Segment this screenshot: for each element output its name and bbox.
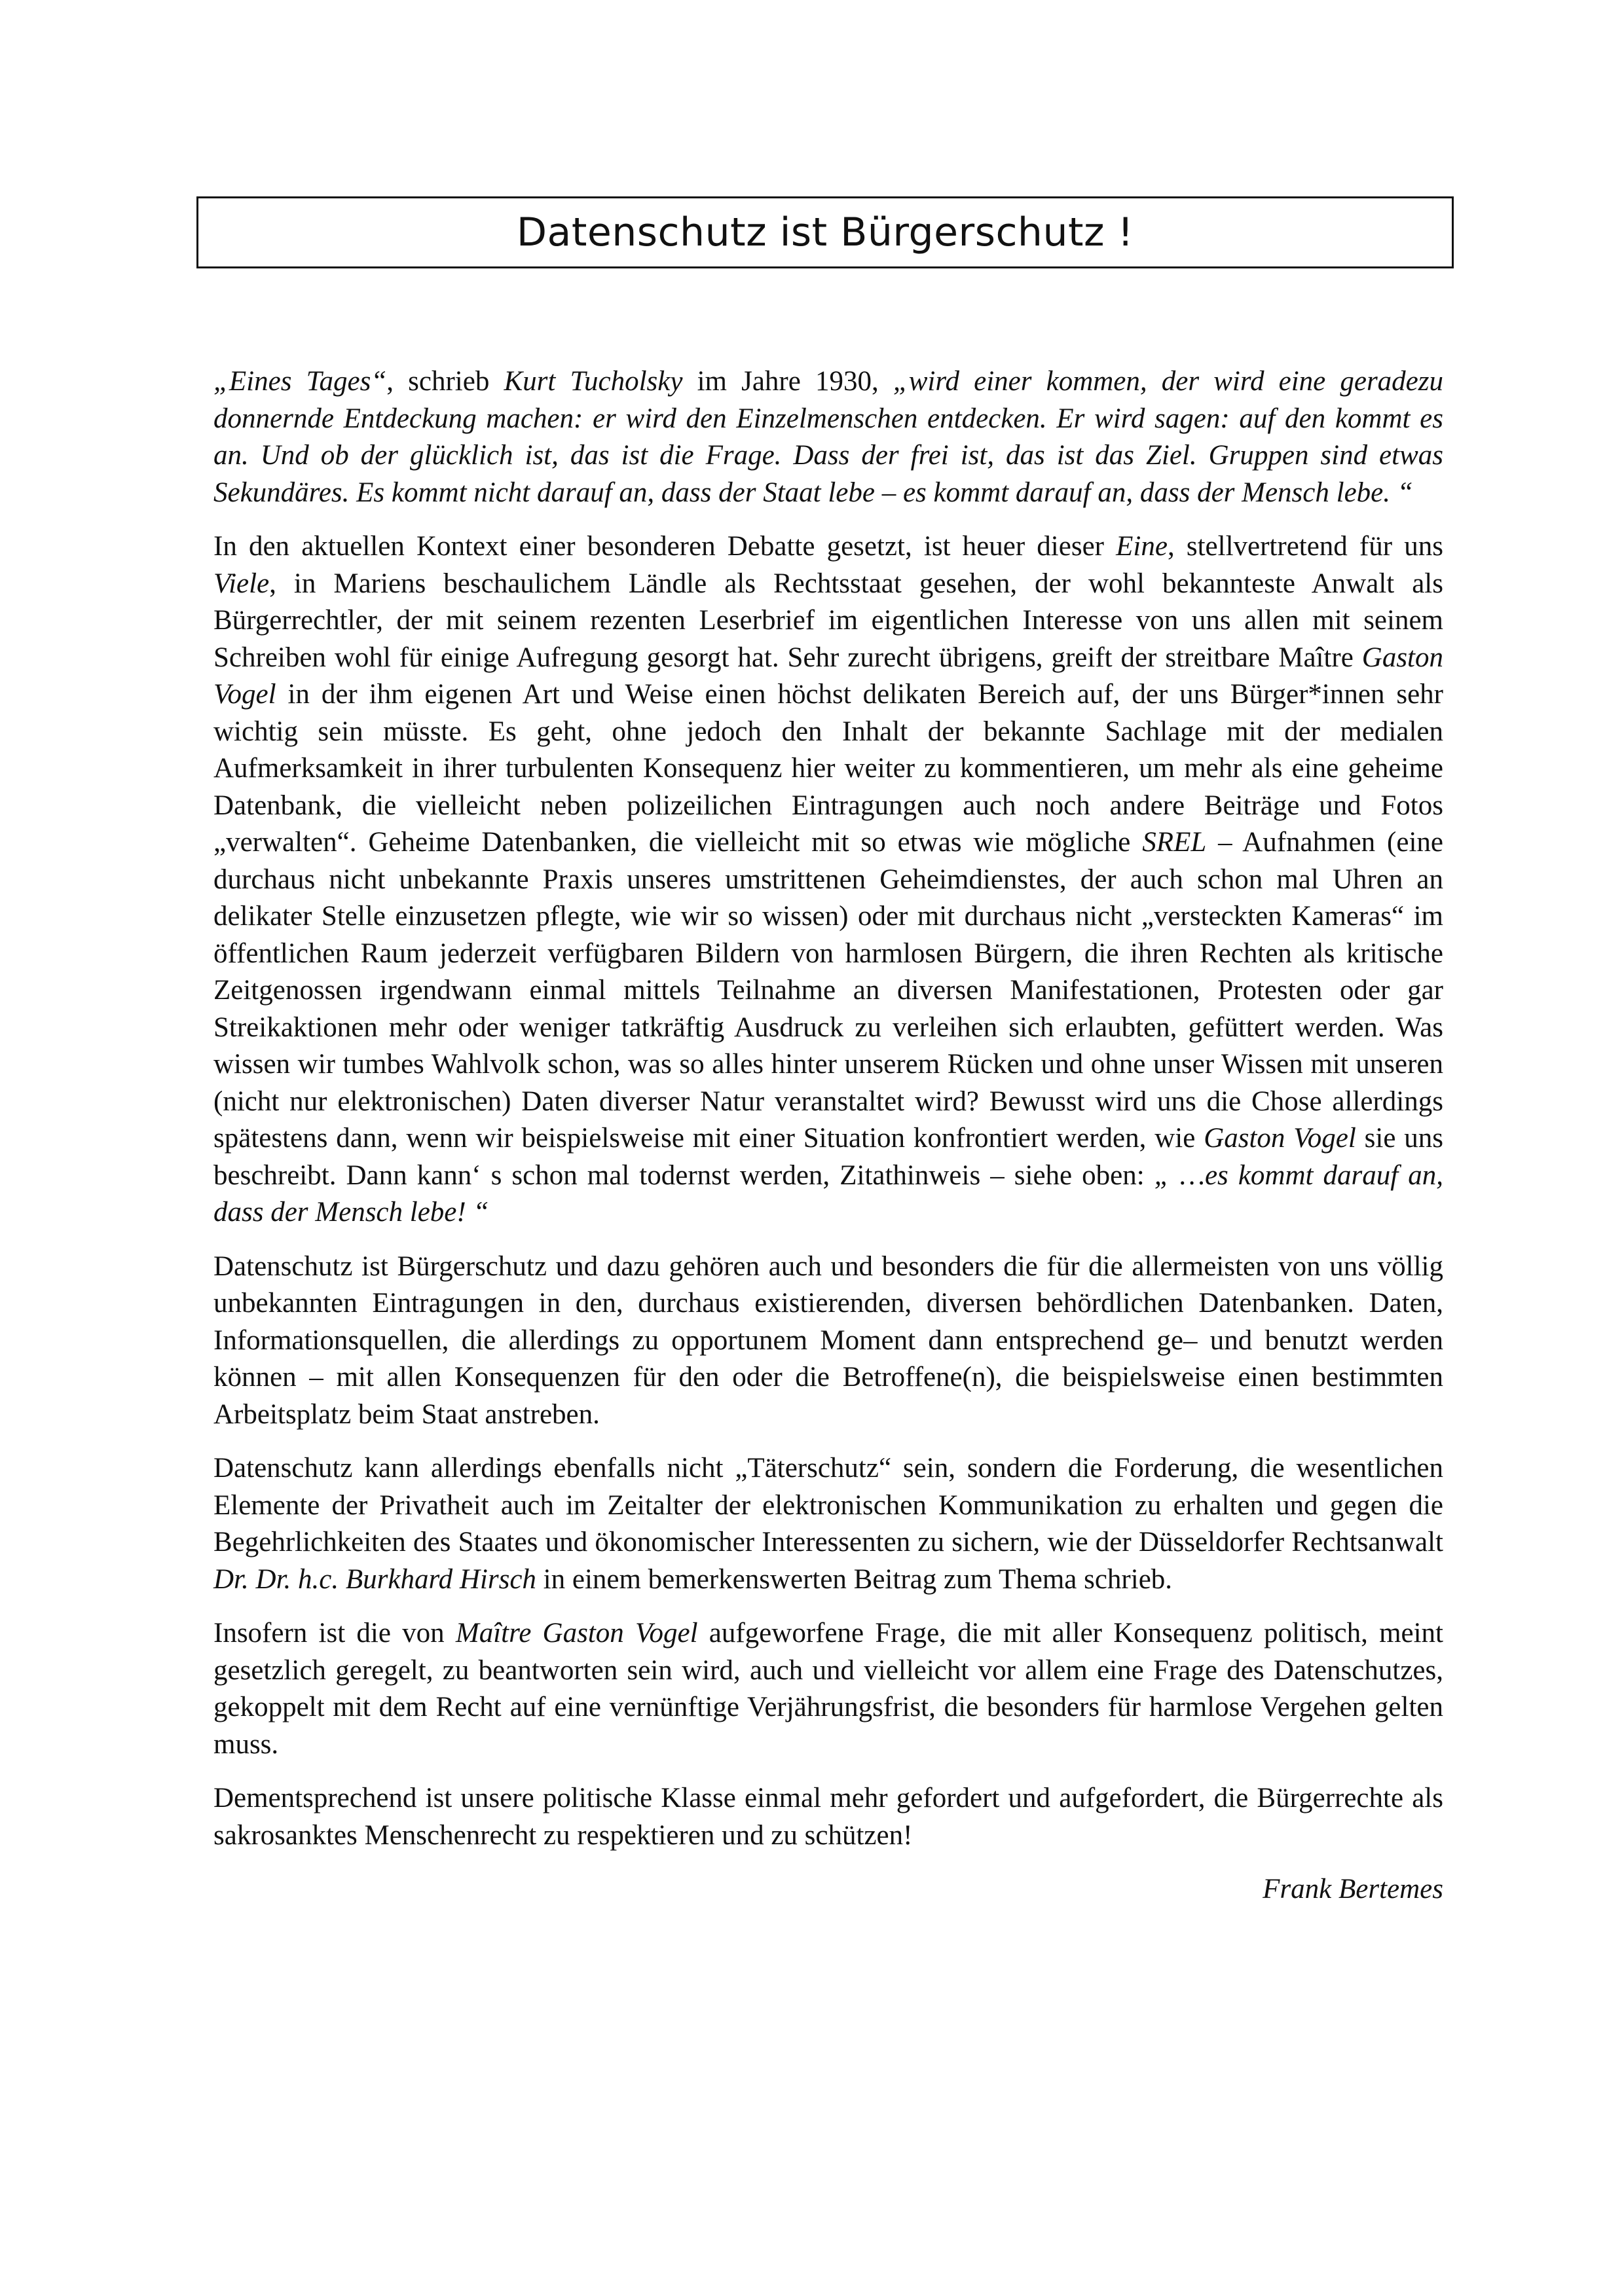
italic-text-segment: Gaston Vogel <box>1204 1123 1356 1154</box>
body-paragraph <box>213 1248 1443 1434</box>
body-paragraph <box>213 1450 1443 1598</box>
italic-text-segment: Viele <box>213 568 270 599</box>
document-title: Datenschutz ist Bürgerschutz ! <box>516 210 1134 255</box>
article-body <box>213 363 1443 1908</box>
text-segment: in der ihm eigenen Art und Weise einen höchst delikaten Bereich auf, der uns Bürger*innen sehr wichtig sein müsste. Es geht, ohne jedoch den Inhalt der bekannte Sachlage mit der medialen Aufmerksamkeit in ihrer turbulenten Konsequenz hier weiter zu kommentieren, um mehr als eine geheime Datenbank, die vielleicht neben polizeilichen Eintragungen auch noch andere Beiträge und Fotos „verwalten“. Geheime Datenbanken, die vielleicht mit so etwas wie mögliche <box>213 679 1443 858</box>
italic-text-segment: Gaston Vogel <box>213 642 1443 710</box>
text-segment: aufgeworfene Frage, die mit aller Konsequenz politisch, meint gesetzlich geregelt, zu beantworten sein wird, auch und vielleicht vor allem eine Frage des Datenschutzes, gekoppelt mit dem Recht auf eine vernünftige Verjährungsfrist, die besonders für harmlose Vergehen gelten muss. <box>213 1618 1444 1760</box>
italic-text-segment: Eine <box>1116 531 1168 562</box>
text-segment: – Aufnahmen (eine durchaus nicht unbekannte Praxis unseres umstrittenen Geheimdienstes, der auch schon mal Uhren an delikater Stelle einzusetzen pflegte, wie wir so wissen) oder mit durchaus nicht „versteckten Kameras“ im öffentlichen Raum jederzeit verfügbaren Bildern von harmlosen Bürgern, die ihren Rechten als kritische Zeitgenossen irgendwann einmal mittels Teilnahme an diversen Manifestationen, Protesten oder gar Streikaktionen mehr oder weniger tatkräftig Ausdruck zu verleihen sich erlaubten, gefüttert werden. Was wissen wir tumbes Wahlvolk schon, was so alles hinter unserem Rücken und ohne unser Wissen mit unseren (nicht nur elektronischen) Daten diverser Natur veranstaltet wird? Bewusst wird uns die Chose allerdings spätestens dann, wenn wir beispielsweise mit einer Situation konfrontiert werden, wie <box>213 827 1443 1154</box>
body-paragraph <box>213 1780 1443 1854</box>
text-segment: , in Mariens beschaulichem Ländle als Rechtsstaat gesehen, der wohl bekannteste Anwalt als Bürgerrechtler, der mit seinem rezenten Leserbrief im eigentlichen Interesse von uns allen mit seinem Schreiben wohl für einige Aufregung gesorgt hat. Sehr zurecht übrigens, greift der streitbare Maître <box>213 568 1443 673</box>
author-signature: Frank Bertemes <box>1263 1874 1443 1904</box>
title-box <box>196 196 1454 268</box>
italic-text-segment: Maître Gaston Vogel <box>455 1618 698 1649</box>
paragraph-list <box>213 363 1443 1854</box>
italic-text-segment: Kurt Tucholsky <box>504 366 683 397</box>
italic-text-segment: „ …es kommt darauf an, dass der Mensch lebe! “ <box>213 1159 1443 1228</box>
italic-text-segment: SREL <box>1142 827 1207 858</box>
text-segment: Datenschutz ist Bürgerschutz und dazu gehören auch und besonders die für die allermeisten von uns völlig unbekannten Eintragungen in den, durchaus existierenden, diversen behördlichen Datenbanken. Daten, Informationsquellen, die allerdings zu opportunem Moment dann entsprechend ge– und benutzt werden können – mit allen Konsequenzen für den oder die Betroffene(n), die beispielsweise einen bestimmten Arbeitsplatz beim Staat anstreben. <box>213 1250 1443 1430</box>
italic-text-segment: „wird einer kommen, der wird eine geradezu donnernde Entdeckung machen: er wird den Einzelmenschen entdecken. Er wird sagen: auf den kommt es an. Und ob der glücklich ist, das ist die Frage. Dass der frei ist, das ist das Ziel. Gruppen sind etwas Sekundäres. Es kommt nicht darauf an, dass der Staat lebe – es kommt darauf an, dass der Mensch lebe. “ <box>213 366 1443 508</box>
text-segment: Datenschutz kann allerdings ebenfalls nicht „Täterschutz“ sein, sondern die Forderung, die wesentlichen Elemente der Privatheit auch im Zeitalter der elektronischen Kommunikation zu erhalten und gegen die Begehrlichkeiten des Staates und ökonomischer Interessenten zu sichern, wie der Düsseldorfer Rechtsanwalt <box>213 1453 1443 1558</box>
text-segment: , schrieb <box>386 366 504 397</box>
text-segment: , stellvertretend für uns <box>1167 531 1443 562</box>
text-segment: im Jahre 1930, <box>682 366 893 397</box>
text-segment: sie uns beschreibt. Dann kann‘ s schon mal todernst werden, Zitathinweis – siehe oben: <box>213 1123 1444 1191</box>
text-segment: Dementsprechend ist unsere politische Klasse einmal mehr gefordert und aufgefordert, die Bürgerrechte als sakrosanktes Menschenrecht zu respektieren und zu schützen! <box>213 1783 1443 1851</box>
italic-text-segment: „Eines Tages“ <box>213 366 387 397</box>
text-segment: Insofern ist die von <box>213 1618 456 1649</box>
text-segment: in einem bemerkenswerten Beitrag zum Thema schrieb. <box>536 1563 1173 1595</box>
body-paragraph <box>213 363 1443 511</box>
italic-text-segment: Dr. Dr. h.c. Burkhard Hirsch <box>213 1563 536 1595</box>
body-paragraph <box>213 528 1443 1231</box>
text-segment: In den aktuellen Kontext einer besonderen Debatte gesetzt, ist heuer dieser <box>213 531 1116 562</box>
body-paragraph <box>213 1615 1443 1763</box>
